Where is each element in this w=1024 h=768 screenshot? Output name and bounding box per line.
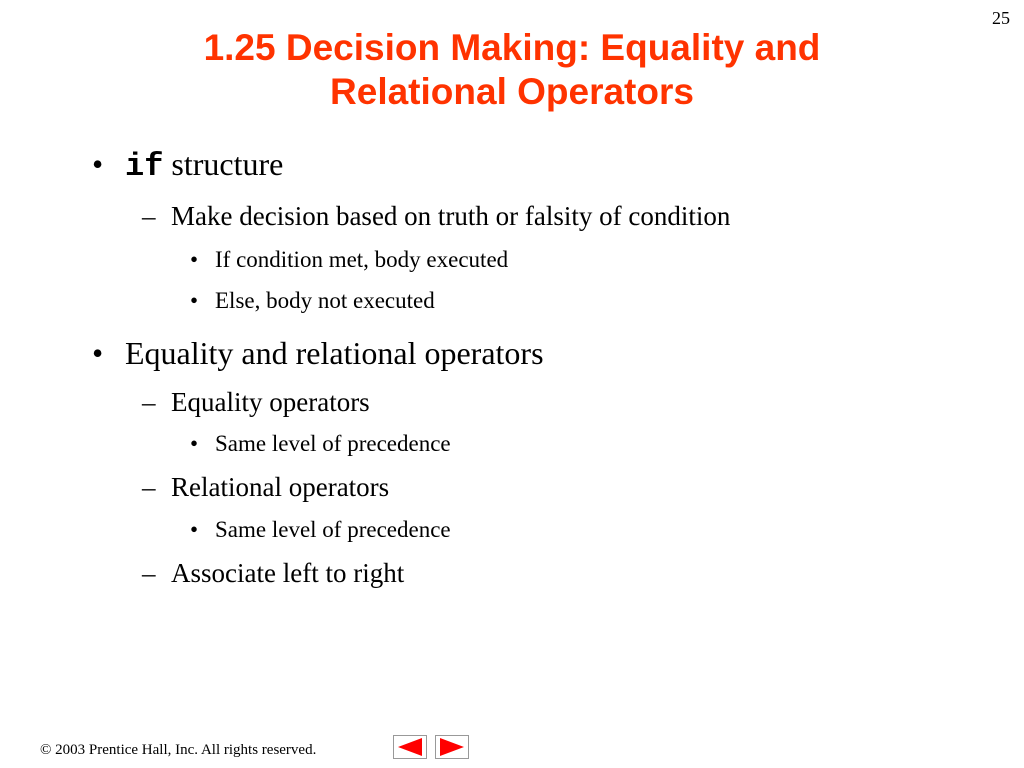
page-number: 25 [992, 8, 1010, 28]
dash-marker: – [142, 201, 156, 231]
code-keyword-if: if [125, 148, 164, 185]
next-slide-button[interactable] [435, 735, 469, 759]
dash-marker: – [142, 558, 156, 588]
sub-bullet-relational-operators: Relational operators [171, 472, 390, 502]
slide-title-line-1: 1.25 Decision Making: Equality and [203, 27, 821, 68]
bullet-marker: • [190, 247, 199, 272]
copyright-symbol: © [40, 742, 52, 758]
sub-bullet-associate: Associate left to right [171, 558, 405, 588]
dash-marker: – [142, 387, 156, 417]
sub-bullet-equality-operators: Equality operators [171, 387, 370, 417]
arrow-left-icon [394, 736, 426, 758]
bullet-marker: • [190, 288, 199, 313]
bullet-equality-relational: Equality and relational operators [125, 335, 544, 371]
arrow-right-icon [436, 736, 468, 758]
sub-sub-bullet-condition-met: If condition met, body executed [215, 247, 509, 272]
bullet-marker: • [92, 146, 104, 182]
sub-sub-bullet-precedence-1: Same level of precedence [215, 431, 451, 456]
slide-title [0, 26, 1024, 114]
copyright-footer [40, 742, 316, 759]
sub-sub-bullet-else: Else, body not executed [215, 288, 435, 313]
bullet-text: structure [171, 146, 284, 182]
sub-sub-bullet-precedence-2: Same level of precedence [215, 517, 451, 542]
slide-title-line-2: Relational Operators [330, 71, 694, 112]
copyright-text: 2003 Prentice Hall, Inc. All rights reserved. [51, 742, 317, 758]
bullet-marker: • [190, 431, 199, 456]
dash-marker: – [142, 472, 156, 502]
bullet-marker: • [190, 517, 199, 542]
bullet-if-structure [125, 146, 283, 185]
bullet-marker: • [92, 335, 104, 371]
previous-slide-button[interactable] [393, 735, 427, 759]
sub-bullet-make-decision: Make decision based on truth or falsity of condition [171, 201, 731, 231]
